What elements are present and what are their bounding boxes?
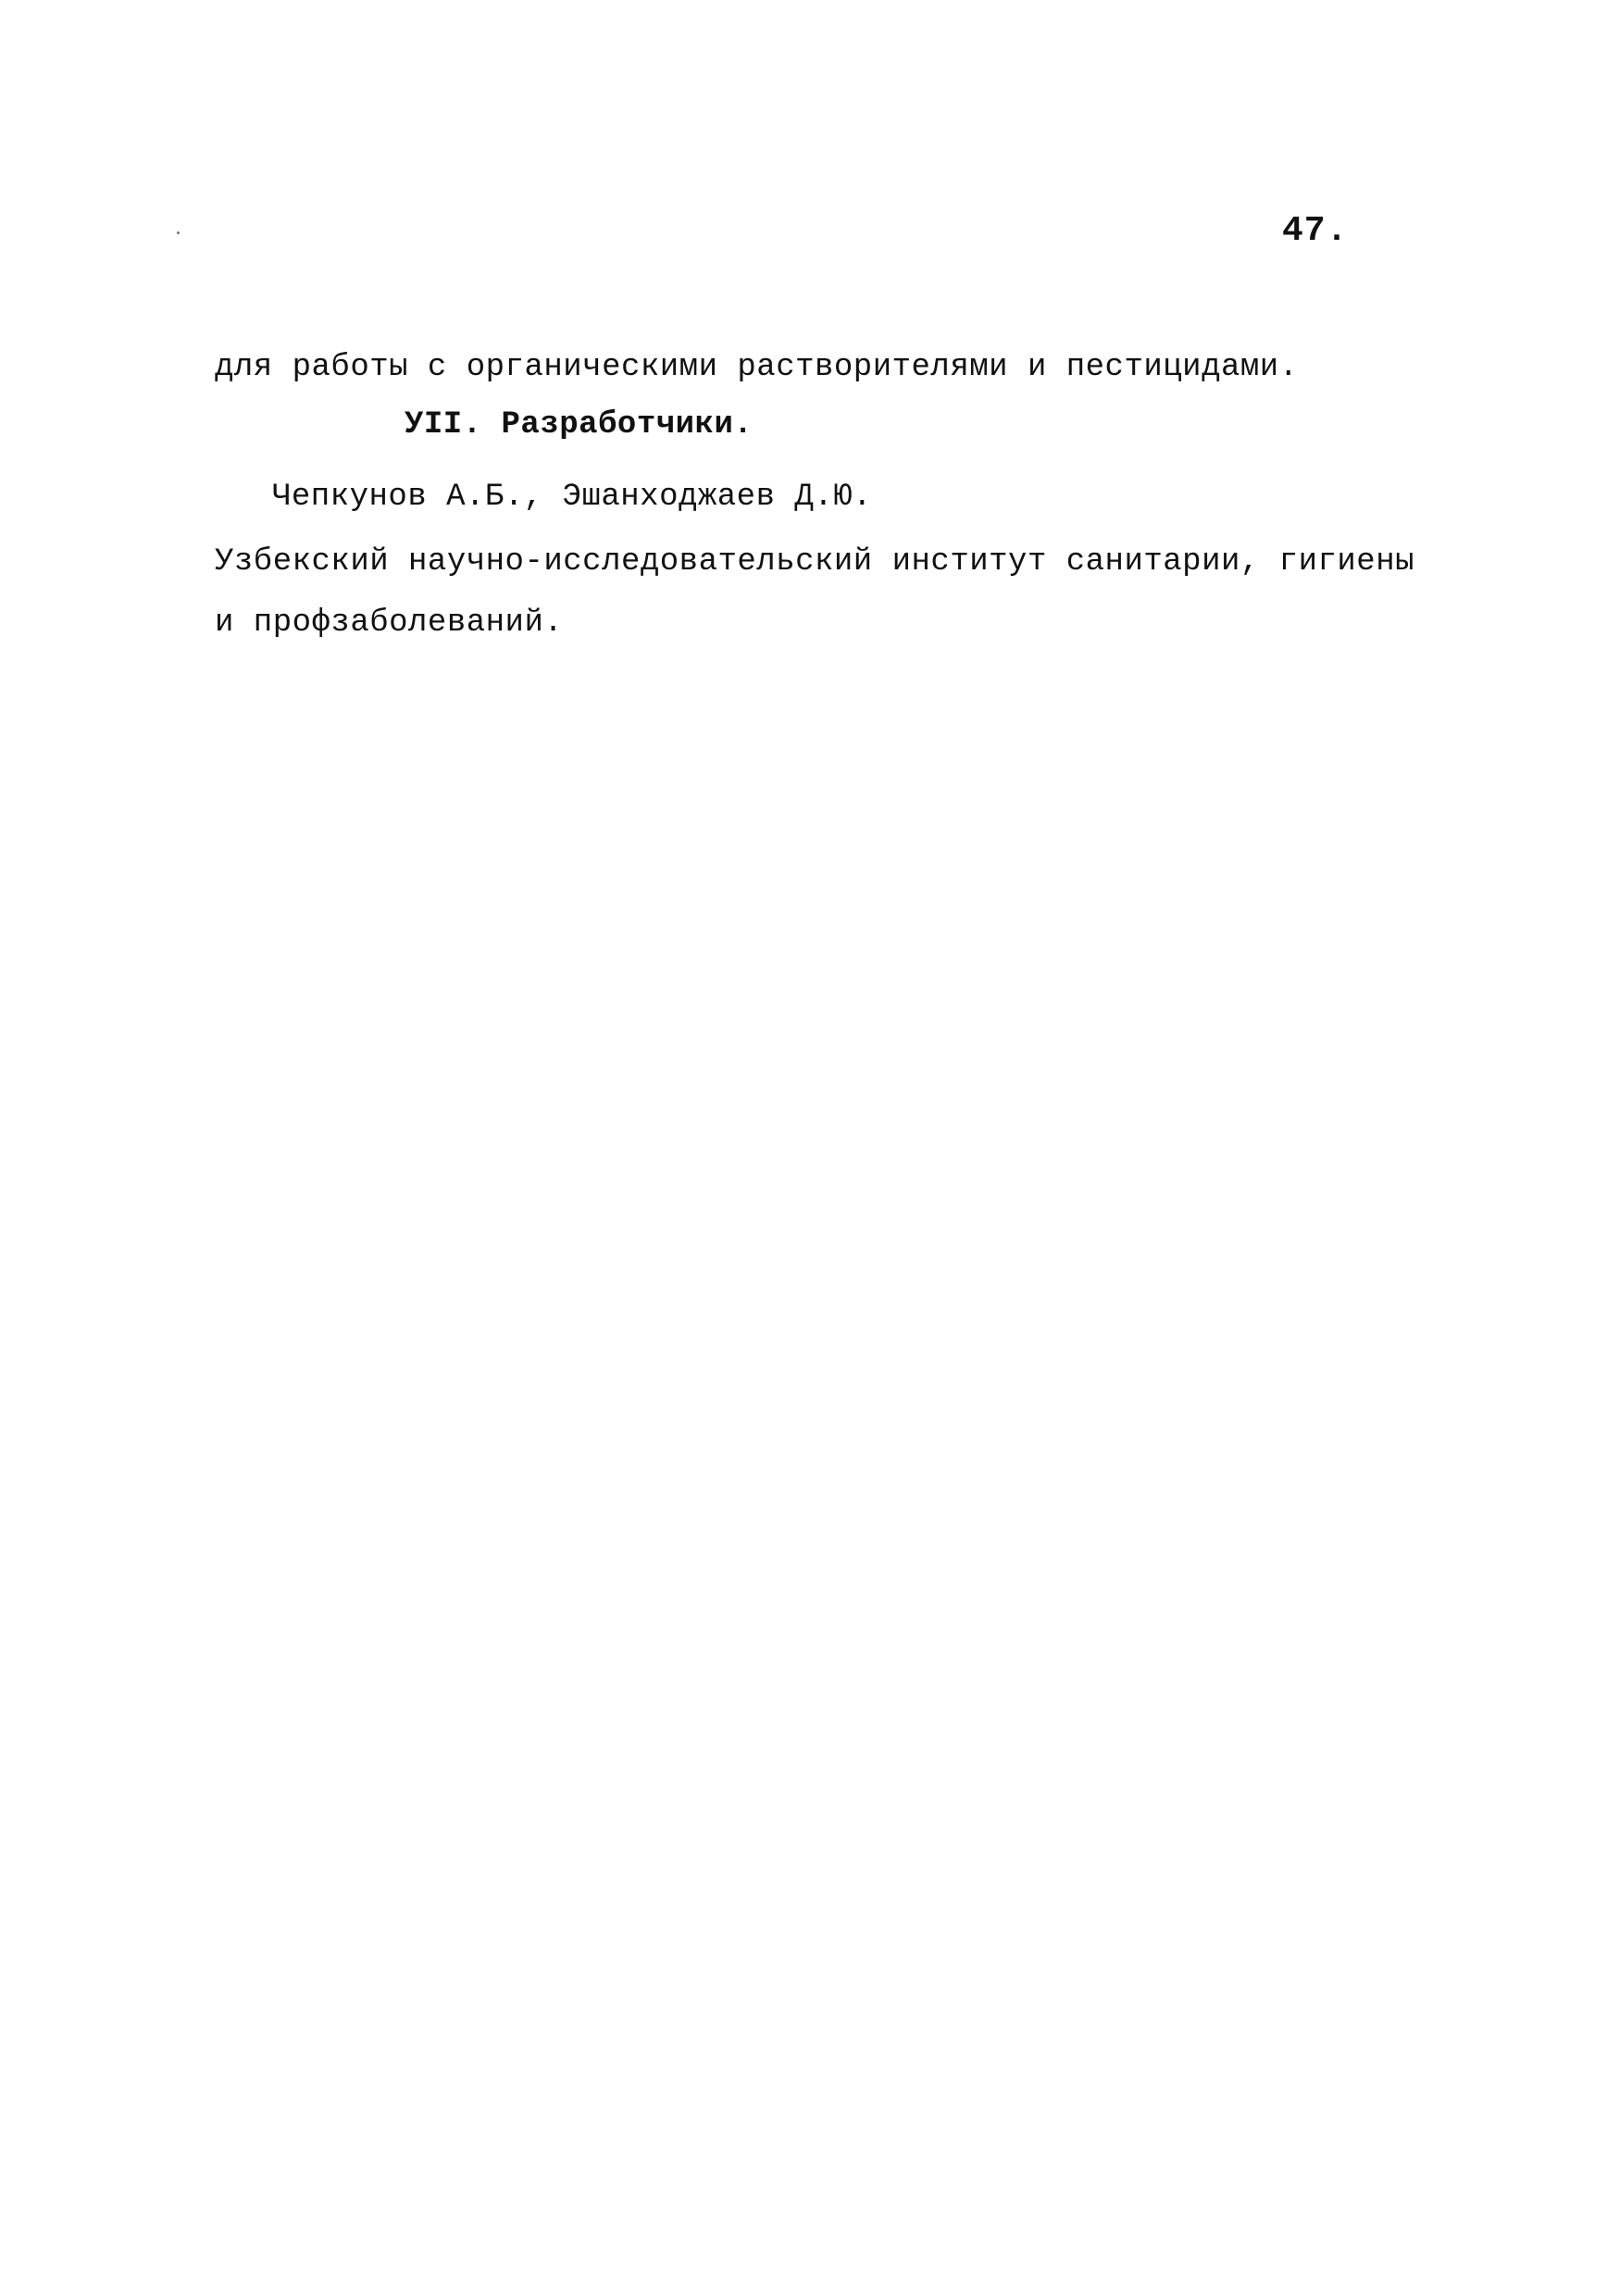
continuation-text: для работы с органическими растворителями и пестицидами.	[215, 350, 1299, 385]
institute-line-2: и профзаболеваний.	[215, 605, 564, 641]
section-heading: УII. Разработчики.	[405, 407, 754, 443]
page-number: 47.	[1282, 211, 1349, 251]
scan-speck	[177, 231, 180, 234]
authors-line: Чепкунов А.Б., Эшанходжаев Д.Ю.	[272, 480, 873, 515]
institute-line-1: Узбекский научно-исследовательский институт санитарии, гигиены	[215, 544, 1415, 580]
